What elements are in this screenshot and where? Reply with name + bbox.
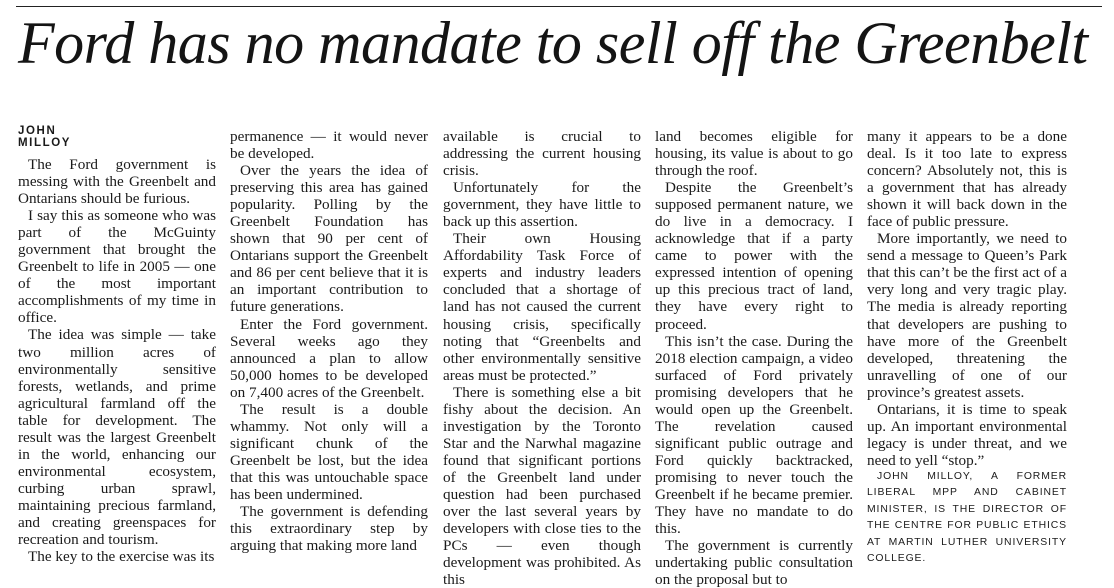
paragraph: Despite the Greenbelt’s supposed permanent nature, we do live in a democracy. I acknowledge that if a party came to power with the expressed intention of opening up this precious tract of land, they have every right to proceed. <box>655 179 853 333</box>
paragraph: Ontarians, it is time to speak up. An important environmental legacy is under threat, and we need to yell “stop.” <box>867 400 1067 469</box>
paragraph: Enter the Ford government. Several weeks ago they announced a plan to allow 50,000 homes to be developed on 7,400 acres of the Greenbelt. <box>230 315 428 401</box>
paragraph: many it appears to be a done deal. Is it too late to express concern? Absolutely not, this is a government that has already shown it will back down in the face of public pressure. <box>867 128 1067 231</box>
paragraph: Their own Housing Affordability Task Force of experts and industry leaders concluded that a shortage of land has not caused the current housing crisis, specifically noting that “Greenbelts and other environmentally sensitive areas must be protected.” <box>443 230 641 384</box>
byline: JOHN MILLOY <box>18 125 72 149</box>
column-1 <box>18 156 216 565</box>
paragraph: This isn’t the case. During the 2018 election campaign, a video surfaced of Ford privately promising developers that he would open up the Greenbelt. The revelation caused significant public outrage and Ford quickly backtracked, promising to never touch the Greenbelt if he became premier. They have no mandate to do this. <box>655 332 853 538</box>
paragraph: The government is defending this extraordinary step by arguing that making more land <box>230 503 428 555</box>
author-bio: JOHN MILLOY, A FORMER LIBERAL MPP AND CABINET MINISTER, IS THE DIRECTOR OF THE CENTRE FOR PUBLIC ETHICS AT MARTIN LUTHER UNIVERSITY COLLEGE. <box>867 470 1067 564</box>
headline: Ford has no mandate to sell off the Greenbelt <box>18 10 1088 76</box>
paragraph: There is something else a bit fishy about the decision. An investigation by the Toronto Star and the Narwhal magazine found that significant portions of the Greenbelt land under question had been purchased over the last several years by developers with close ties to the PCs — even though development was prohibited. As this <box>443 383 641 588</box>
paragraph: The key to the exercise was its <box>28 548 215 566</box>
paragraph: Over the years the idea of preserving this area has gained popularity. Polling by the Greenbelt Foundation has shown that 90 per cent of Ontarians support the Greenbelt and 86 per cent believe that it is an important contribution to future generations. <box>230 162 428 316</box>
paragraph: The idea was simple — take two million acres of environmentally sensitive forests, wetlands, and prime agricultural farmland off the table for development. The result was the largest Greenbelt in the world, enhancing our environmental ecosystem, curbing urban sprawl, maintaining precious farmland, and creating greenspaces for recreation and tourism. <box>18 326 216 549</box>
paragraph: Unfortunately for the government, they have little to back up this assertion. <box>443 179 641 231</box>
column-3 <box>443 128 641 588</box>
paragraph: More importantly, we need to send a message to Queen’s Park that this can’t be the first act of a very long and very tragic play. The media is already reporting that developers are pushing to have more of the Greenbelt developed, threatening the unravelling of one of our province’s greatest assets. <box>867 230 1067 401</box>
column-4 <box>655 128 853 588</box>
paragraph: land becomes eligible for housing, its value is about to go through the roof. <box>655 128 853 180</box>
paragraph: I say this as someone who was part of the McGuinty government that brought the Greenbelt to life in 2005 — one of the most important accomplishments of my time in office. <box>18 207 216 327</box>
paragraph: The Ford government is messing with the Greenbelt and Ontarians should be furious. <box>18 156 216 208</box>
column-2 <box>230 128 428 554</box>
paragraph: The result is a double whammy. Not only will a significant chunk of the Greenbelt be lost, but the idea that this was untouchable space has been undermined. <box>230 400 428 503</box>
paragraph: permanence — it would never be developed. <box>230 128 428 163</box>
paragraph: The government is currently undertaking public consultation on the proposal but to <box>655 537 853 588</box>
top-rule <box>16 6 1102 7</box>
paragraph: available is crucial to addressing the current housing crisis. <box>443 128 641 180</box>
column-5 <box>867 128 1067 567</box>
